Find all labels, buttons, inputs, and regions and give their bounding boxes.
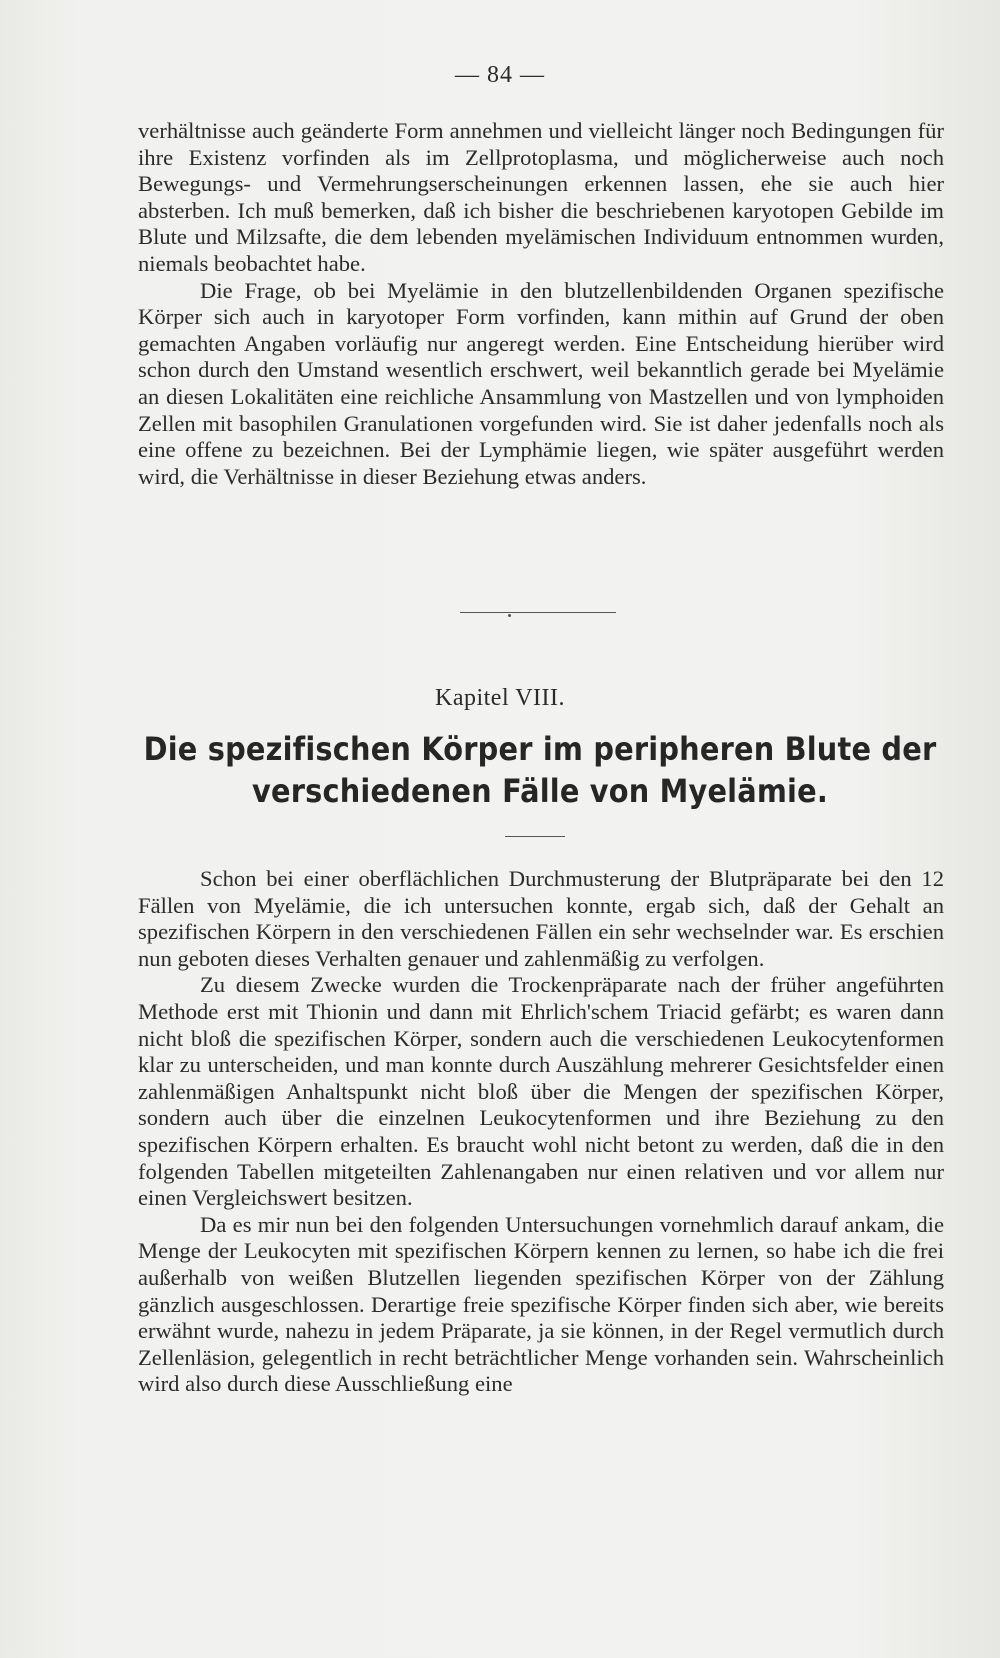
chapter-label: Kapitel VIII. bbox=[434, 685, 565, 711]
body-text-section-1 bbox=[138, 118, 944, 490]
title-underline-rule bbox=[505, 836, 565, 837]
chapter-title: Die spezifischen Körper im peripheren Blute der verschiedenen Fälle von Myelämie. bbox=[143, 730, 937, 810]
paragraph: verhältnisse auch geänderte Form annehmen und vielleicht länger noch Bedingungen für ihre Existenz vorfinden als im Zellprotoplasma, und möglicherweise auch noch Bewegungs- und Vermehrungserscheinungen erkennen lassen, ehe sie auch hier absterben. Ich muß bemerken, daß ich bisher die beschriebenen karyotopen Gebilde im Blute und Milzsafte, die dem lebenden myelämischen Individuum entnommen wurden, niemals beobachtet habe. bbox=[138, 118, 944, 276]
paragraph: Zu diesem Zwecke wurden die Trockenpräparate nach der früher angeführten Methode erst mit Thionin und dann mit Ehrlich'schem Triacid gefärbt; es waren dann nicht bloß die spezifischen Körper, sondern auch die verschiedenen Leukocytenformen klar zu unterscheiden, und man konnte durch Auszählung mehrerer Gesichtsfelder einen zahlenmäßigen Anhaltspunkt nicht bloß über die Mengen der spezifischen Körper, sondern auch über die einzelnen Leukocytenformen und ihre Beziehung zu den spezifischen Körpern erhalten. Es braucht wohl nicht betont zu werden, daß die in den folgenden Tabellen mitgeteilten Zahlenangaben nur einen relativen und vor allem nur einen Vergleichswert besitzen. bbox=[138, 972, 944, 1211]
page-number: — 84 — bbox=[455, 62, 545, 88]
body-text-section-2 bbox=[138, 866, 944, 1398]
paragraph: Schon bei einer oberflächlichen Durchmusterung der Blutpräparate bei den 12 Fällen von Myelämie, die ich untersuchen konnte, ergab sich, daß der Gehalt an spezifischen Körpern in den verschiedenen Fällen ein sehr wechselnder war. Es erschien nun geboten dieses Verhalten genauer und zahlenmäßig zu verfolgen. bbox=[138, 866, 944, 971]
divider-dot bbox=[508, 614, 511, 617]
section-divider bbox=[460, 612, 616, 613]
paragraph: Die Frage, ob bei Myelämie in den blutzellenbildenden Organen spezifische Körper sich auch in karyotoper Form vorfinden, kann mithin auf Grund der oben gemachten Angaben vorläufig nur angeregt werden. Eine Entscheidung hierüber wird schon durch den Umstand wesentlich erschwert, weil bekanntlich gerade bei Myelämie an diesen Lokalitäten eine reichliche Ansammlung von Mastzellen und von lymphoiden Zellen mit basophilen Granulationen vorgefunden wird. Sie ist daher jedenfalls noch als eine offene zu bezeichnen. Bei der Lymphämie liegen, wie später ausgeführt werden wird, die Verhältnisse in dieser Beziehung etwas anders. bbox=[138, 277, 944, 489]
paragraph: Da es mir nun bei den folgenden Untersuchungen vornehmlich darauf ankam, die Menge der Leukocyten mit spezifischen Körpern kennen zu lernen, so habe ich die frei außerhalb von weißen Blutzellen liegenden spezifischen Körper von der Zählung gänzlich ausgeschlossen. Derartige freie spezifische Körper finden sich aber, wie bereits erwähnt wurde, nahezu in jedem Präparate, ja sie können, in der Regel vermutlich durch Zellenläsion, gelegentlich in recht beträchtlicher Menge vorhanden sein. Wahrscheinlich wird also durch diese Ausschließung eine bbox=[138, 1211, 944, 1397]
